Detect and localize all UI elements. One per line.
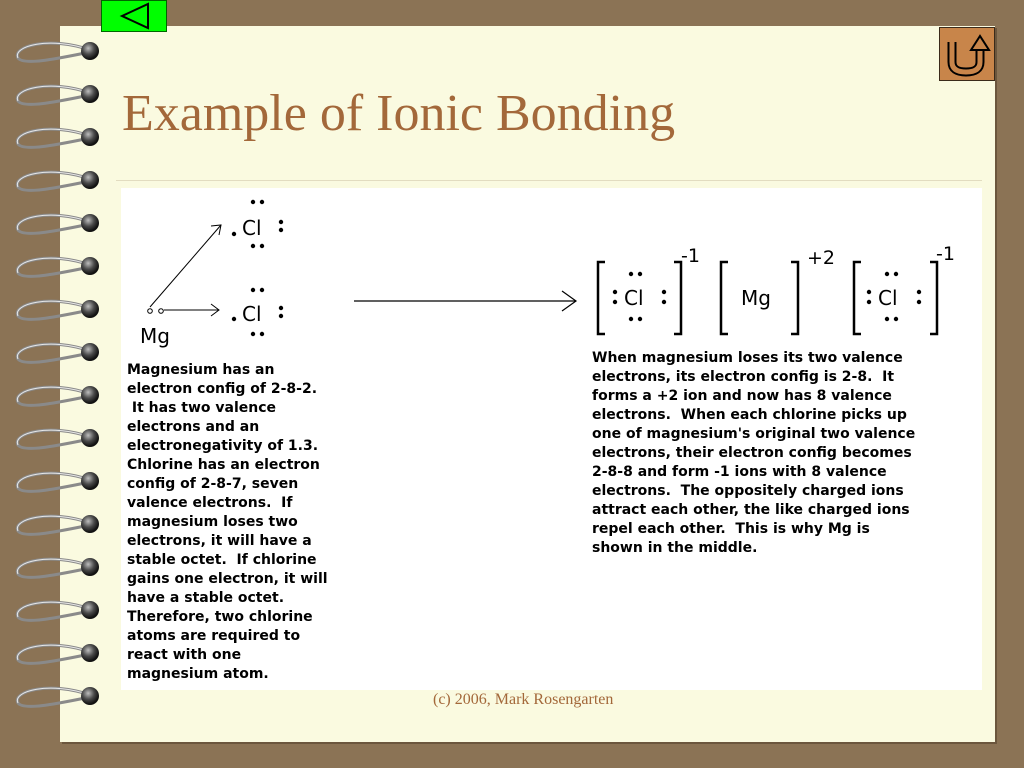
chloride-ion-right bbox=[854, 243, 955, 334]
chloride-symbol-left: Cl bbox=[624, 286, 644, 310]
chlorine-symbol-top: Cl bbox=[242, 216, 262, 240]
spiral-ring bbox=[17, 429, 99, 448]
spiral-binding bbox=[10, 32, 110, 732]
spiral-ring bbox=[17, 42, 99, 61]
spiral-ring bbox=[17, 300, 99, 319]
spiral-ring bbox=[17, 386, 99, 405]
magnesium-atom bbox=[140, 309, 170, 348]
u-turn-arrow-icon bbox=[940, 28, 994, 80]
left-triangle-icon bbox=[102, 1, 166, 31]
spiral-ring bbox=[17, 687, 99, 706]
magnesium-ion bbox=[721, 247, 835, 334]
chloride-charge-right: -1 bbox=[936, 243, 955, 265]
spiral-ring bbox=[17, 214, 99, 233]
ion-formation-explanation: When magnesium loses its two valence electrons, its electron config is 2-8. It forms a +2 ion and now has 8 valence electrons. When each chlorine picks up one of magnesium's original two valence electrons, their electron config becomes 2-8-8 and form -1 ions with 8 valence electrons. The oppositely charged ions attract each other, the like charged ions repel each other. This is why Mg is shown in the middle. bbox=[592, 350, 916, 556]
back-button[interactable] bbox=[101, 0, 167, 32]
bonding-figure bbox=[121, 188, 982, 368]
spiral-ring bbox=[17, 257, 99, 276]
spiral-ring bbox=[17, 515, 99, 534]
chloride-charge-left: -1 bbox=[681, 245, 700, 267]
magnesium-ion-charge: +2 bbox=[807, 247, 836, 269]
magnesium-explanation: Magnesium has an electron config of 2-8-2. It has two valence electrons and an electronegativity of 1.3. Chlorine has an electron config of 2-8-7, seven valence electrons. If magnesium loses two electrons, it will have a stable octet. If chlorine gains one electron, it will have a stable octet. Therefore, two chlorine atoms are required to react with one magnesium atom. bbox=[127, 362, 328, 682]
spiral-ring bbox=[17, 171, 99, 190]
chloride-symbol-right: Cl bbox=[878, 286, 898, 310]
spiral-ring bbox=[17, 128, 99, 147]
lewis-dot-diagram bbox=[121, 188, 982, 690]
chlorine-atom-top bbox=[232, 200, 283, 248]
chlorine-symbol-bottom: Cl bbox=[242, 302, 262, 326]
spiral-ring bbox=[17, 343, 99, 362]
spiral-ring bbox=[17, 644, 99, 663]
spiral-ring bbox=[17, 472, 99, 491]
page-title: Example of Ionic Bonding bbox=[122, 85, 676, 142]
magnesium-ion-symbol: Mg bbox=[741, 286, 771, 310]
reaction-arrow bbox=[354, 291, 576, 311]
spiral-ring bbox=[17, 601, 99, 620]
spiral-ring bbox=[17, 85, 99, 104]
chloride-ion-left bbox=[598, 245, 700, 334]
electron-transfer-arrows bbox=[150, 225, 221, 316]
magnesium-symbol: Mg bbox=[140, 324, 170, 348]
chlorine-atom-bottom bbox=[232, 288, 283, 336]
title-divider bbox=[116, 180, 982, 181]
copyright-footer: (c) 2006, Mark Rosengarten bbox=[433, 691, 614, 708]
return-button[interactable] bbox=[939, 27, 995, 81]
spiral-ring bbox=[17, 558, 99, 577]
